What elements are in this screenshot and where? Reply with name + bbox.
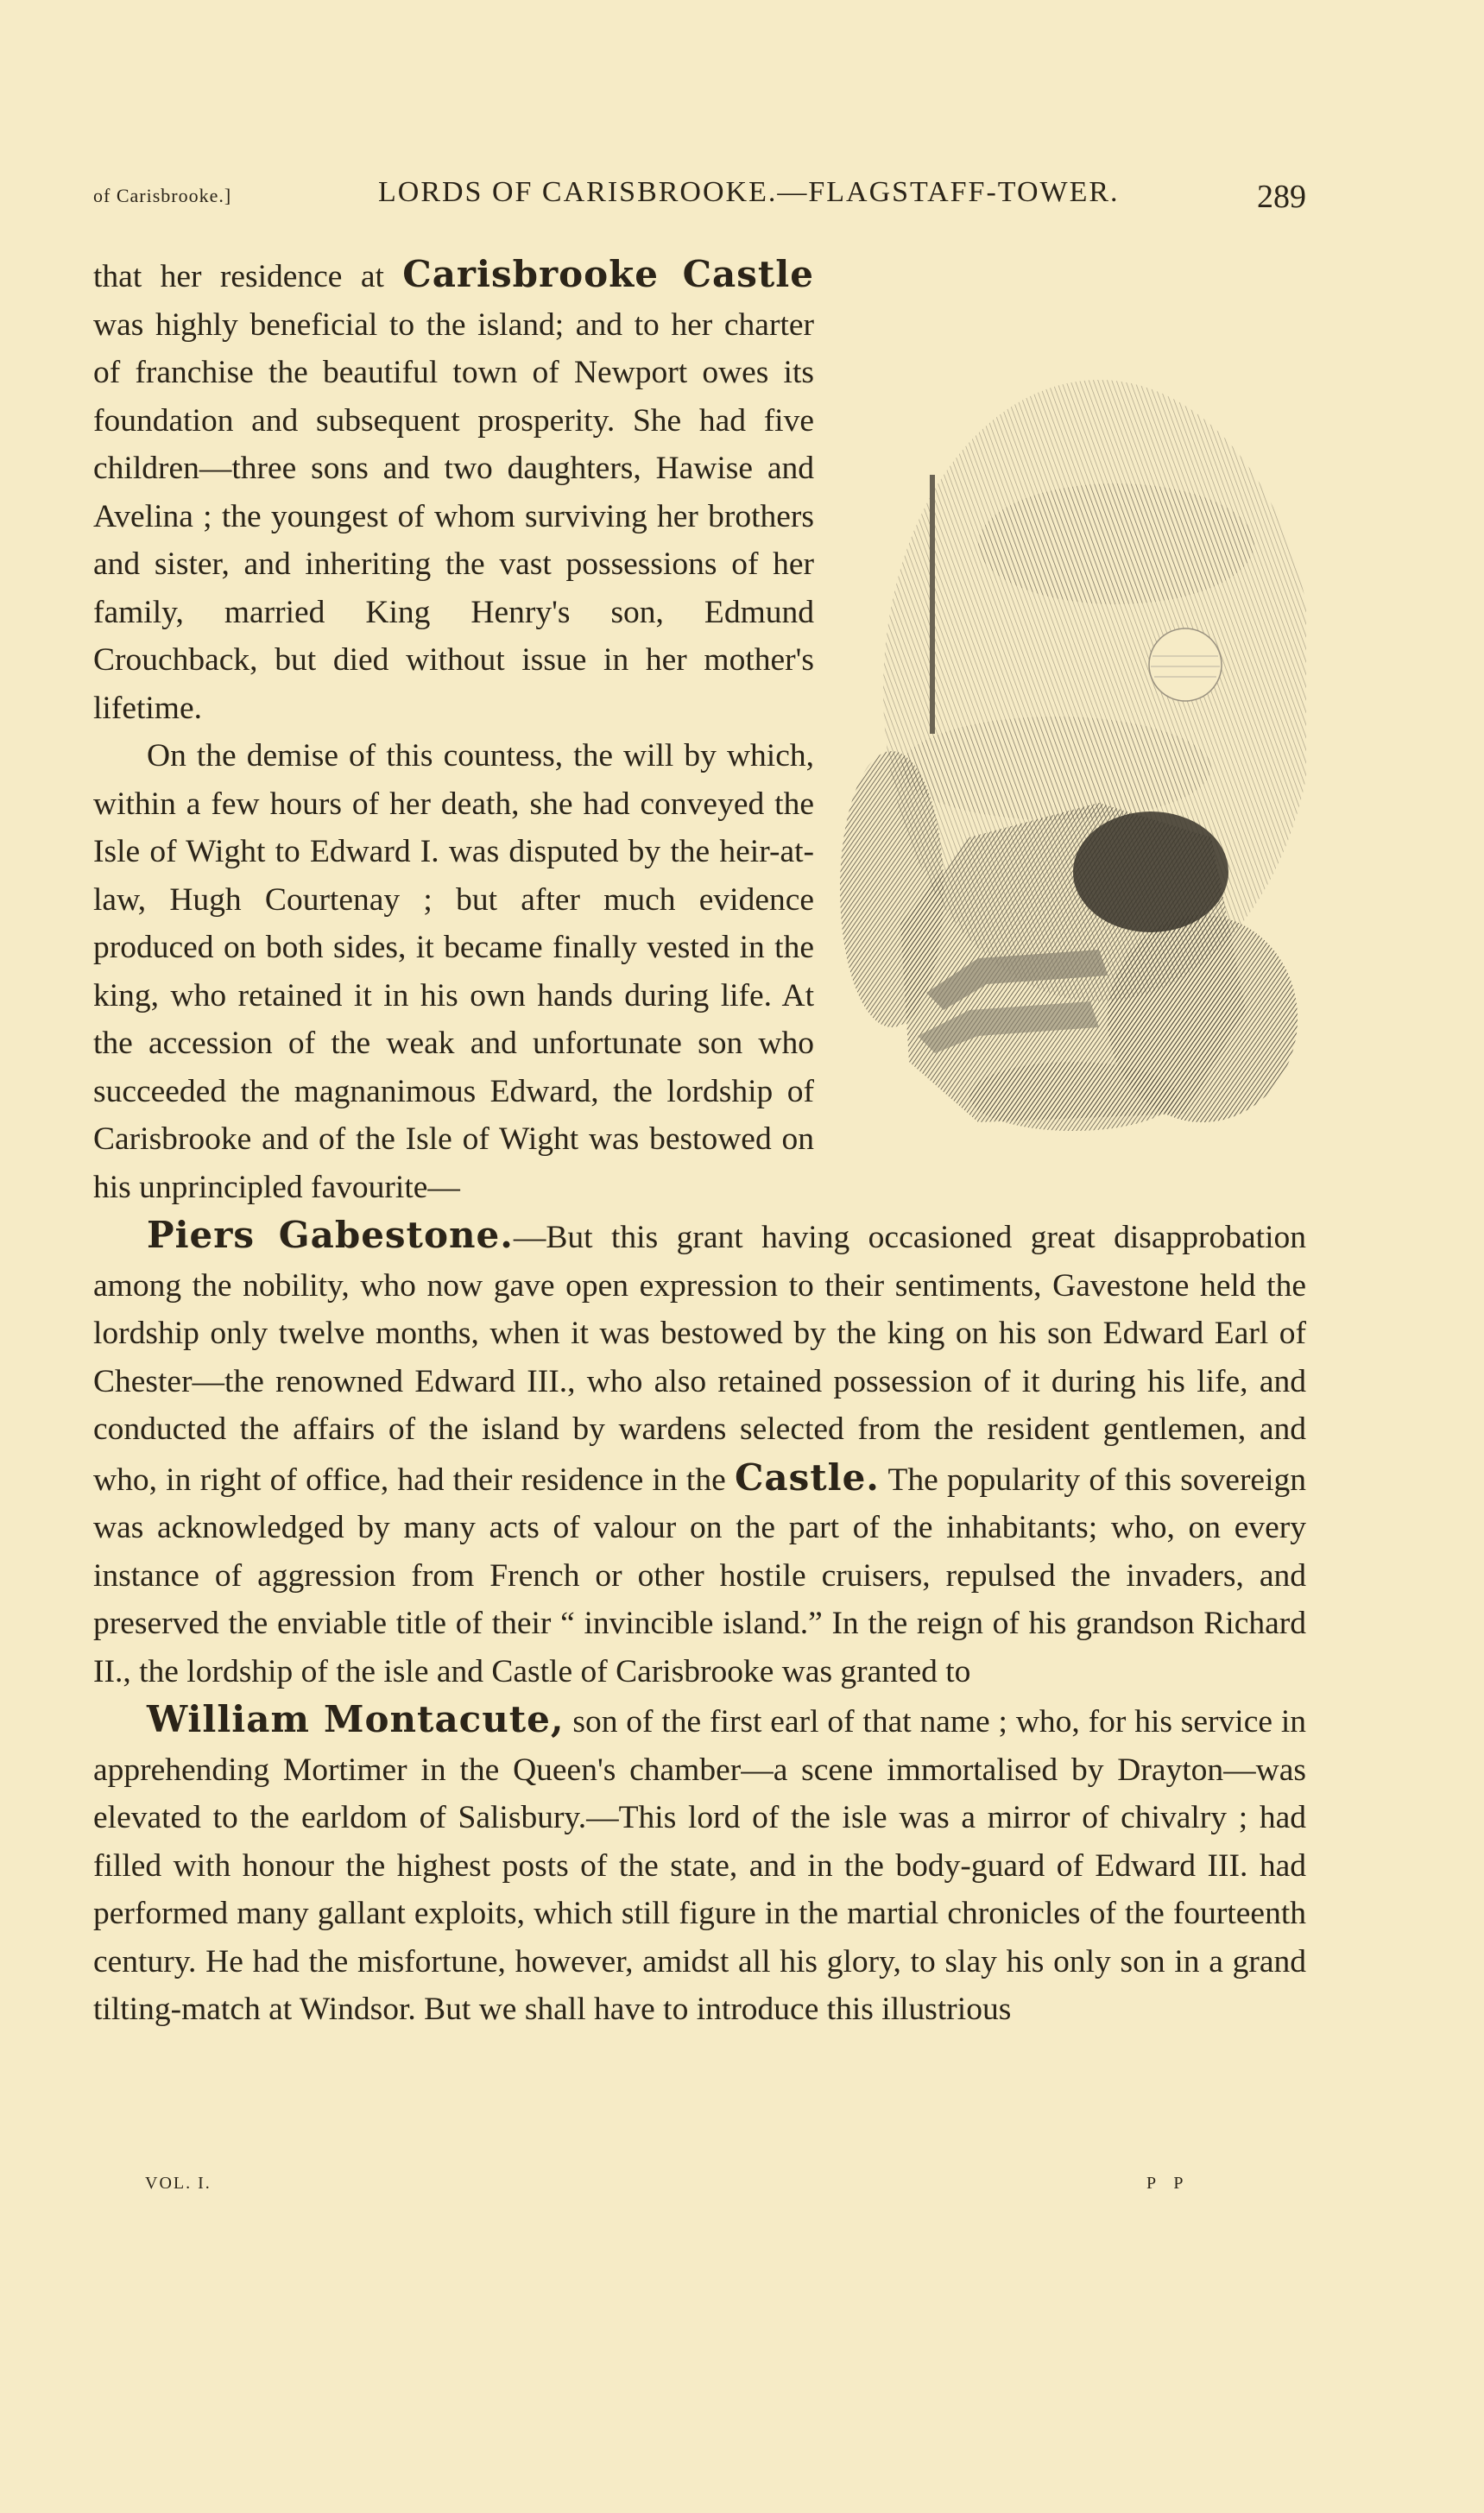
- page-footer: [93, 2174, 1306, 2208]
- running-header: [93, 173, 1306, 224]
- blackletter-heading-william-montacute: William Montacute,: [147, 1698, 565, 1740]
- signature-mark: P P: [1146, 2174, 1190, 2193]
- page-number: 289: [1257, 179, 1306, 215]
- paragraph-3-text: —But this grant having occasioned great disapprobation among the nobility, who now gave open expression to their sentiments, Gavestone held the lordship only twelve months, when it was bestowed by the king on his son Edward Earl of Chester—the renowned Edward III., who also retained possession of it during his life, and conducted the affairs of the island by wardens selected from the resident gentlemen, and who, in right of office, had their residence in the: [93, 1220, 1307, 1498]
- flagstaff-tower-illustration: [840, 354, 1306, 1148]
- header-section-title: of Carisbrooke.]: [93, 185, 232, 206]
- volume-mark: VOL. I.: [145, 2174, 212, 2193]
- paragraph-3-text-end: The popularity of this sovereign was acknowledged by many acts of valour on the part of the inhabitants; who, on every instance of aggression from French or other hostile cruisers, repulsed the invaders, and preserved the enviable title of their “ invincible island.” In the reign of his grandson Richard II., the lordship of the isle and Castle of Carisbrooke was granted to: [93, 1462, 1306, 1689]
- paragraph-2: On the demise of this countess, the will by which, within a few hours of her death, she had conveyed the Isle of Wight to Edward I. was disputed by the heir-at-law, Hugh Courtenay ; but after much evidence produced on both sides, it became finally vested in the king, who retained it in his own hands during life. At the accession of the weak and unfortunate son who succeeded the magnanimous Edward, the lordship of Carisbrooke and of the Isle of Wight was bestowed on his unprincipled favourite—: [93, 738, 814, 1205]
- paragraph-1-start: that her residence at: [93, 259, 403, 294]
- paragraph-4: [93, 1695, 1306, 2034]
- paragraph-1-text: was highly beneficial to the island; and to her charter of franchise the beautiful town of Newport owes its foundation and subsequent prosperity. She had five children—three sons and two daughters, Hawise and Avelina ; the youngest of whom surviving her brothers and sister, and inheriting the vast possessions of her family, married King Henry's son, Edmund Crouchback, but died without issue in her mother's lifetime.: [93, 306, 814, 726]
- paragraph-3: [93, 1211, 1306, 1695]
- header-chapter-title: LORDS OF CARISBROOKE.—FLAGSTAFF-TOWER.: [378, 176, 1120, 208]
- engraving-image: [840, 354, 1306, 1148]
- blackletter-heading-piers-gabestone: Piers Gabestone.: [147, 1214, 514, 1256]
- paragraph-4-text: son of the first earl of that name ; who, for his service in apprehending Mortimer in the Queen's chamber—a scene immortalised by Drayton—was elevated to the earldom of Salisbury.—This lord of the isle was a mirror of chivalry ; had filled with honour the highest posts of the state, and in the body-guard of Edward III. had performed many gallant exploits, which still figure in the martial chronicles of the fourteenth century. He had the misfortune, however, amidst all his glory, to slay his only son in a grand tilting-match at Windsor. But we shall have to introduce this illustrious: [93, 1704, 1306, 2027]
- blackletter-heading-carisbrooke-castle: Carisbrooke Castle: [402, 253, 814, 295]
- page-body: [93, 250, 1306, 2034]
- blackletter-castle: Castle.: [734, 1455, 880, 1499]
